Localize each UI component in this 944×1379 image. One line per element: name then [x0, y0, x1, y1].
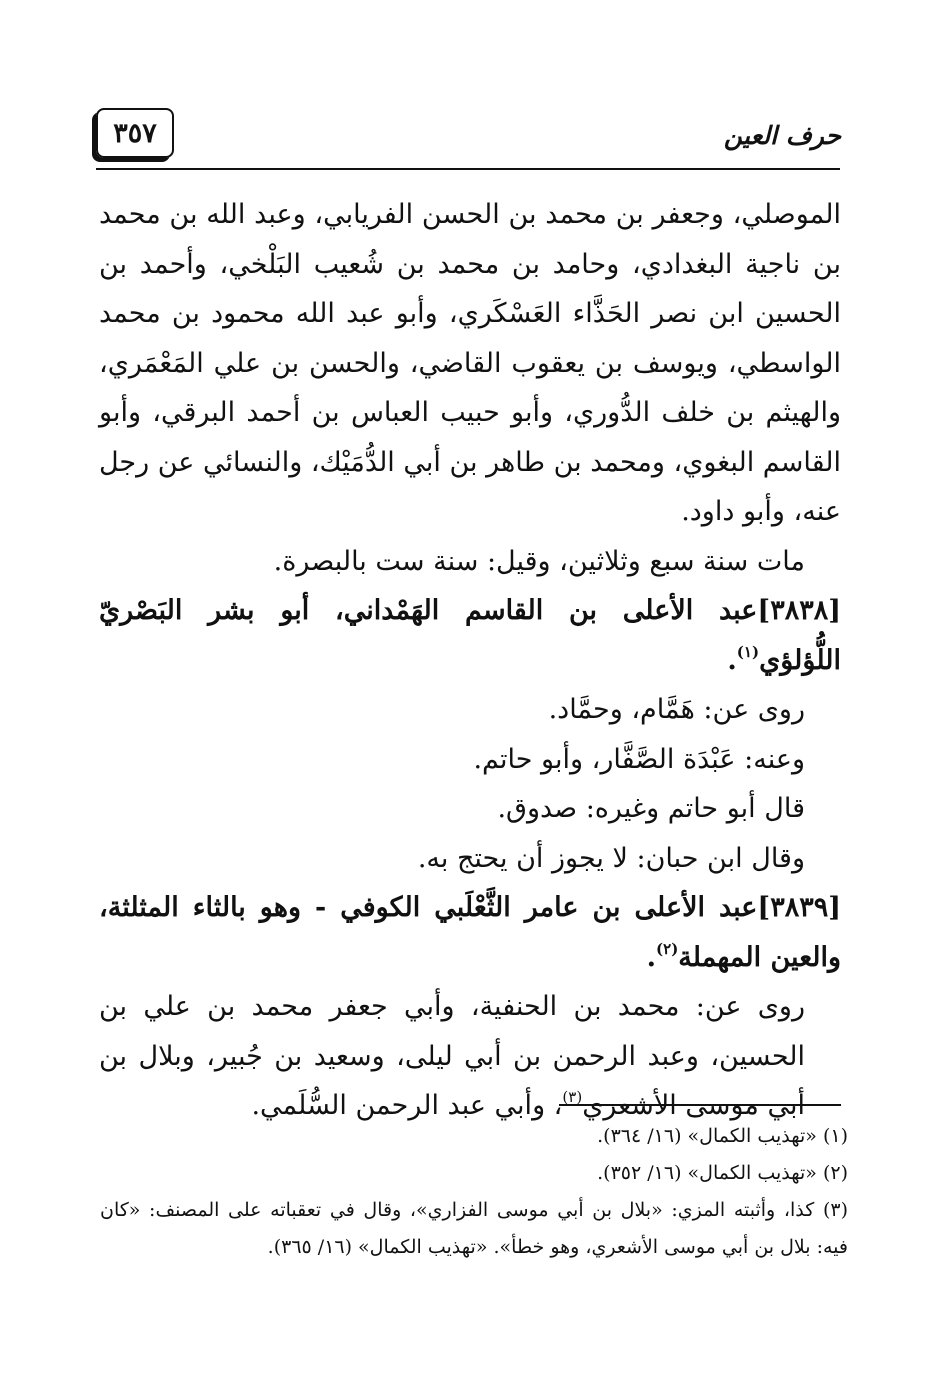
entry-heading-3839 — [99, 883, 841, 982]
continued-paragraph: الموصلي، وجعفر بن محمد بن الحسن الفريابي، وعبد الله بن محمد بن ناجية البغدادي، وحامد بن محمد بن شُعيب البَلْخي، وأحمد بن الحسين ابن نصر الحَذَّاء العَسْكَري، وأبو عبد الله محمود بن محمد الواسطي، ويوسف بن يعقوب القاضي، والحسن بن علي المَعْمَري، والهيثم بن خلف الدُّوري، وأبو حبيب العباس بن أحمد البرقي، وأبو القاسم البغوي، ومحمد بن طاهر بن أبي الدُّمَيْك، والنسائي عن رجل عنه، وأبو داود. — [98, 199, 841, 527]
death-line: مات سنة سبع وثلاثين، وقيل: سنة ست بالبصرة. — [273, 545, 805, 577]
footnote-ref: (١) — [736, 642, 760, 661]
entry-line: وقال ابن حبان: لا يجوز أن يحتج به. — [417, 842, 805, 874]
entry-paragraph-end: ، وأبي عبد الرحمن السُّلَمي. — [251, 1090, 563, 1121]
entry-line: وعنه: عَبْدَة الصَّفَّار، وأبو حاتم. — [473, 743, 805, 775]
entry-title: عبد الأعلى بن القاسم الهَمْداني، أبو بشر البَصْريّ اللُّؤلؤي — [99, 595, 841, 676]
entry-heading-3838 — [99, 586, 841, 685]
entry-title-end: . — [727, 644, 737, 676]
entry-line: قال أبو حاتم وغيره: صدوق. — [497, 793, 805, 824]
footnote-ref: (٢) — [656, 939, 679, 958]
entry-line: روى عن: هَمَّام، وحمَّاد. — [548, 694, 805, 725]
footnote-rule — [559, 1104, 841, 1106]
entry-paragraph — [99, 982, 841, 1131]
header-rule — [96, 168, 840, 170]
page-number: ٣٥٧ — [96, 108, 174, 158]
entry-number: [٣٨٣٨] — [757, 595, 841, 626]
footnote-2: (٢) «تهذيب الكمال» (١٦/ ٣٥٢). — [597, 1162, 848, 1184]
entry-title: عبد الأعلى بن عامر الثَّعْلَبي الكوفي - وهو بالثاء المثلثة، والعين المهملة — [99, 892, 841, 973]
entry-number: [٣٨٣٩] — [757, 892, 841, 923]
footnote-1: (١) «تهذيب الكمال» (١٦/ ٣٦٤). — [597, 1125, 848, 1147]
main-text — [99, 190, 841, 1131]
entry-title-end: . — [646, 941, 657, 973]
footnotes — [100, 1118, 848, 1266]
footnote-3: (٣) كذا، وأثبته المزي: «بلال بن أبي موسى الفزاري»، وقال في تعقباته على المصنف: «كان فيه: بلال بن أبي موسى الأشعري، وهو خطأ». «تهذيب الكمال» (١٦/ ٣٦٥). — [100, 1199, 848, 1258]
entry-paragraph-start: روى عن: محمد بن الحنفية، وأبي جعفر محمد بن علي بن الحسين، وعبد الرحمن بن أبي ليلى، وسعيد بن جُبير، وبلال بن أبي موسى الأشعري — [99, 991, 805, 1121]
running-title: حرف العين — [723, 121, 841, 150]
footnote-ref: (٣) — [562, 1088, 583, 1106]
